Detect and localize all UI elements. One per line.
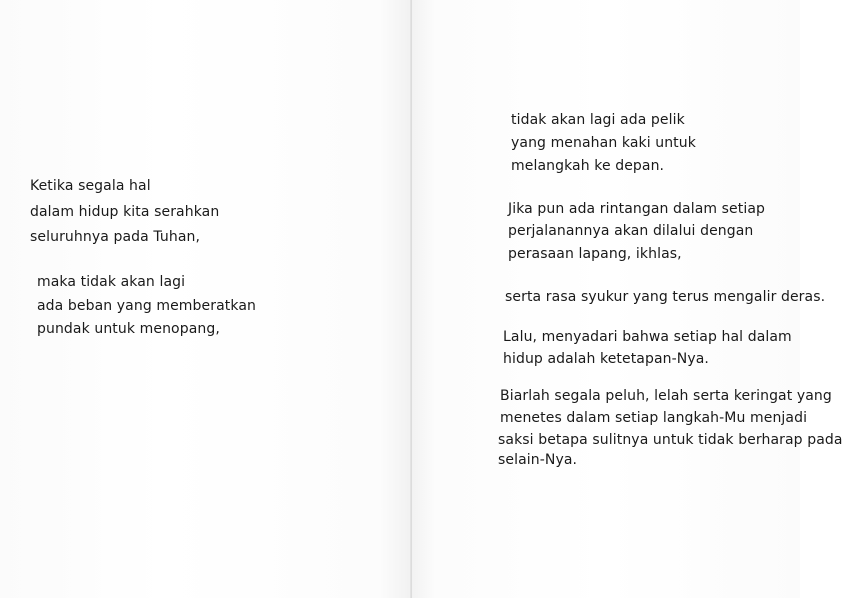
poem-line: serta rasa syukur yang terus mengalir deras. [505, 289, 826, 305]
poem-line: perjalanannya akan dilalui dengan [508, 223, 754, 239]
poem-line: selain-Nya. [498, 452, 578, 468]
poem-line: seluruhnya pada Tuhan, [30, 229, 201, 245]
left-page [0, 0, 412, 598]
poem-line: ada beban yang memberatkan [37, 298, 256, 314]
poem-line: pundak untuk menopang, [37, 321, 220, 337]
poem-line: maka tidak akan lagi [37, 274, 186, 290]
poem-line: menetes dalam setiap langkah-Mu menjadi [500, 410, 808, 426]
poem-line: hidup adalah ketetapan-Nya. [503, 351, 709, 367]
poem-line: yang menahan kaki untuk [511, 135, 696, 151]
poem-line: dalam hidup kita serahkan [30, 204, 220, 220]
poem-line: perasaan lapang, ikhlas, [508, 246, 682, 262]
poem-line: Biarlah segala peluh, lelah serta keringat yang [500, 388, 832, 404]
poem-line: melangkah ke depan. [511, 158, 665, 174]
poem-line: tidak akan lagi ada pelik [511, 112, 685, 128]
poem-line: Ketika segala hal [30, 178, 151, 194]
poem-line: Jika pun ada rintangan dalam setiap [508, 201, 766, 217]
right-page [412, 0, 843, 598]
poem-line: Lalu, menyadari bahwa setiap hal dalam [503, 329, 792, 345]
poem-line: saksi betapa sulitnya untuk tidak berharap pada [498, 432, 843, 448]
